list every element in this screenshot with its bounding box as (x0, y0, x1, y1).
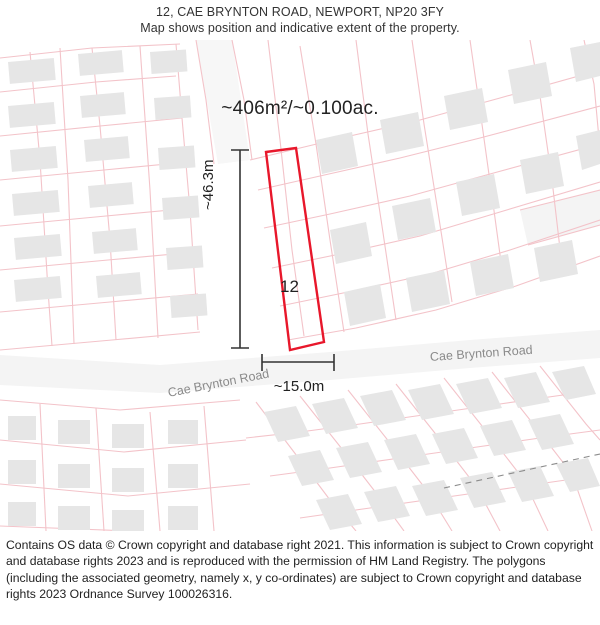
copyright-text: Contains OS data © Crown copyright and database right 2021. This information is subject to Crown copyright and database rights 2023 and is reproduced with the permission of HM Land Registry. The polygons (including the associated geometry, namely x, y co-ordinates) are subject to Crown copyright and database rights 2023 Ordnance Survey 100026316. (6, 538, 594, 602)
road-label-left: Cae Brynton Road (166, 366, 271, 400)
plot-area-label: ~406m²/~0.100ac. (221, 98, 379, 119)
house-number-label: 12 (280, 277, 299, 296)
plot-depth-label: ~46.3m (200, 159, 217, 210)
page-title: 12, CAE BRYNTON ROAD, NEWPORT, NP20 3FY (155, 5, 444, 19)
copyright-footer (0, 531, 600, 625)
plot-width-label: ~15.0m (273, 378, 325, 395)
road-label-right: Cae Brynton Road (429, 342, 534, 364)
map-header (0, 0, 600, 40)
page-subtitle: Map shows position and indicative extent of the property. (140, 21, 460, 35)
map-canvas[interactable] (0, 40, 600, 531)
